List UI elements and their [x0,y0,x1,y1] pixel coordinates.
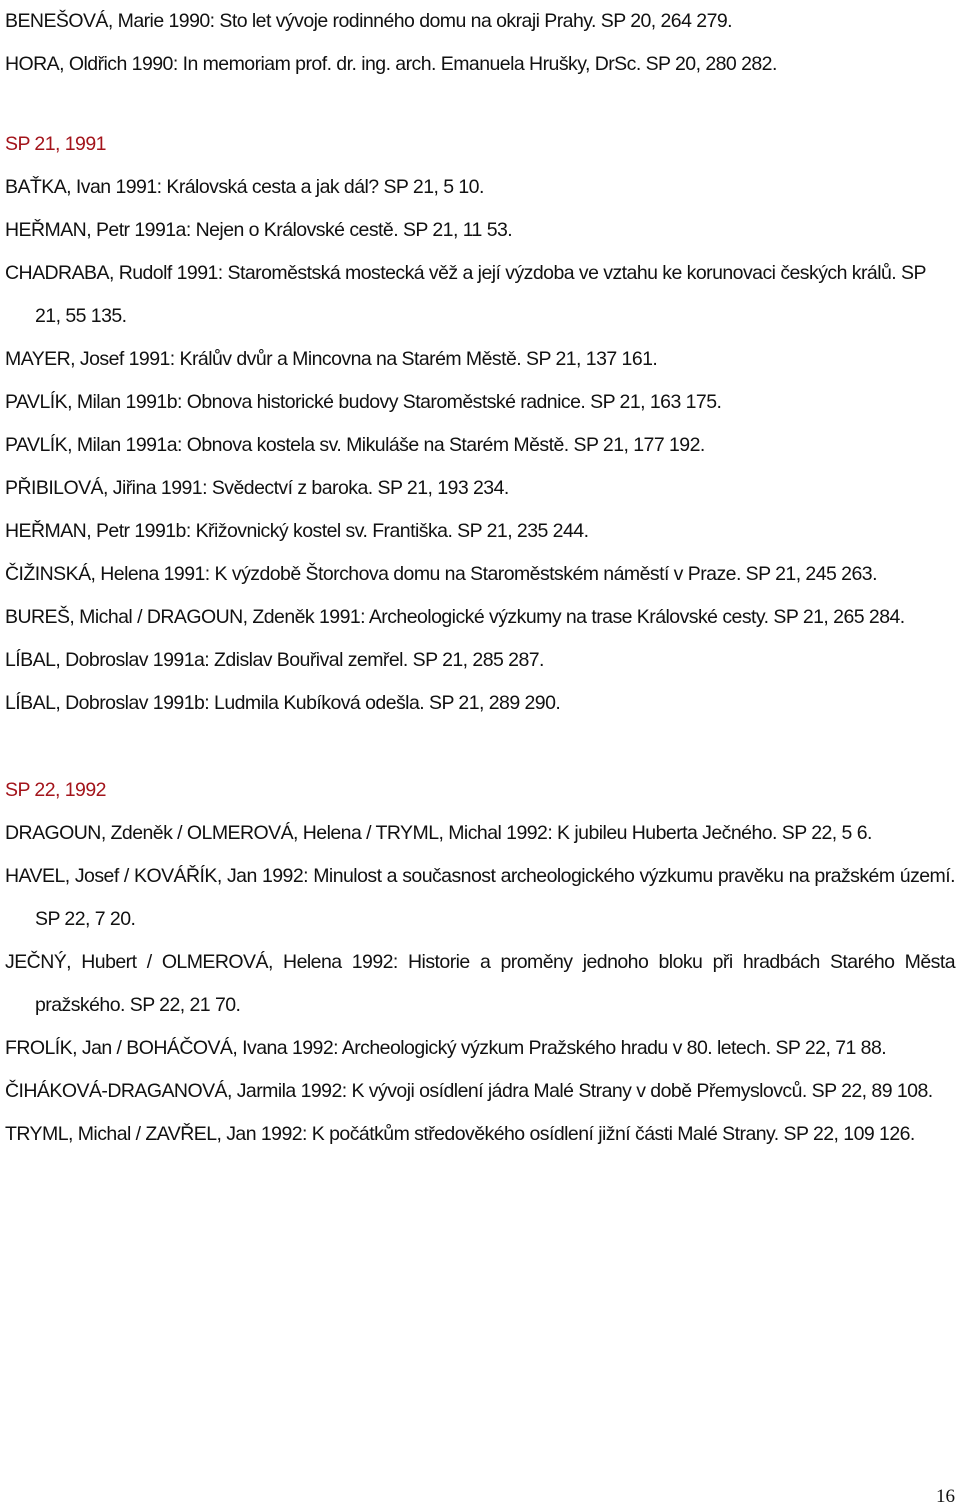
bibliography-entry: PAVLÍK, Milan 1991b: Obnova historické budovy Staroměstské radnice. SP 21, 163 175. [5,391,722,413]
bibliography-entry: PŘIBILOVÁ, Jiřina 1991: Svědectví z baroka. SP 21, 193 234. [5,477,509,499]
bibliography-entry: ČIŽINSKÁ, Helena 1991: K výzdobě Štorchova domu na Staroměstském náměstí v Praze. SP 21, 245 263. [5,563,877,585]
bibliography-page [5,0,955,1156]
bibliography-entry: BENEŠOVÁ, Marie 1990: Sto let vývoje rodinného domu na okraji Prahy. SP 20, 264 279. [5,10,733,32]
bibliography-entry: PAVLÍK, Milan 1991a: Obnova kostela sv. Mikuláše na Starém Městě. SP 21, 177 192. [5,434,705,456]
bibliography-entry: BAŤKA, Ivan 1991: Královská cesta a jak dál? SP 21, 5 10. [5,176,484,198]
section-heading-1992: SP 22, 1992 [5,779,106,801]
page-number: 16 [936,1486,955,1507]
bibliography-entry: HEŘMAN, Petr 1991a: Nejen o Královské cestě. SP 21, 11 53. [5,219,513,241]
bibliography-entry: JEČNÝ, Hubert / OLMEROVÁ, Helena 1992: Historie a proměny jednoho bloku při hradbách Starého Města pražského. SP 22, 21 70. [5,951,955,1016]
bibliography-entry: HAVEL, Josef / KOVÁŘÍK, Jan 1992: Minulost a současnost archeologického výzkumu pravěku na pražském území. SP 22, 7 20. [5,865,955,930]
bibliography-entry: HORA, Oldřich 1990: In memoriam prof. dr. ing. arch. Emanuela Hrušky, DrSc. SP 20, 280 282. [5,53,777,75]
bibliography-entry: TRYML, Michal / ZAVŘEL, Jan 1992: K počátkům středověkého osídlení jižní části Malé Strany. SP 22, 109 126. [5,1123,915,1145]
bibliography-entry: HEŘMAN, Petr 1991b: Křižovnický kostel sv. Františka. SP 21, 235 244. [5,520,589,542]
bibliography-entry: FROLÍK, Jan / BOHÁČOVÁ, Ivana 1992: Archeologický výzkum Pražského hradu v 80. letech. SP 22, 71 88. [5,1037,887,1059]
bibliography-entry: CHADRABA, Rudolf 1991: Staroměstská mostecká věž a její výzdoba ve vztahu ke korunovaci českých králů. SP 21, 55 135. [5,262,926,327]
bibliography-entry: DRAGOUN, Zdeněk / OLMEROVÁ, Helena / TRYML, Michal 1992: K jubileu Huberta Ječného. SP 22, 5 6. [5,822,872,844]
bibliography-entry: LÍBAL, Dobroslav 1991b: Ludmila Kubíková odešla. SP 21, 289 290. [5,692,561,714]
bibliography-entry: BUREŠ, Michal / DRAGOUN, Zdeněk 1991: Archeologické výzkumy na trase Královské cesty. SP 21, 265 284. [5,606,905,628]
bibliography-entry: MAYER, Josef 1991: Králův dvůr a Mincovna na Starém Městě. SP 21, 137 161. [5,348,658,370]
bibliography-entry: ČIHÁKOVÁ-DRAGANOVÁ, Jarmila 1992: K vývoji osídlení jádra Malé Strany v době Přemyslovců. SP 22, 89 108. [5,1080,933,1102]
bibliography-entry: LÍBAL, Dobroslav 1991a: Zdislav Bouřival zemřel. SP 21, 285 287. [5,649,544,671]
section-heading-1991: SP 21, 1991 [5,133,106,155]
